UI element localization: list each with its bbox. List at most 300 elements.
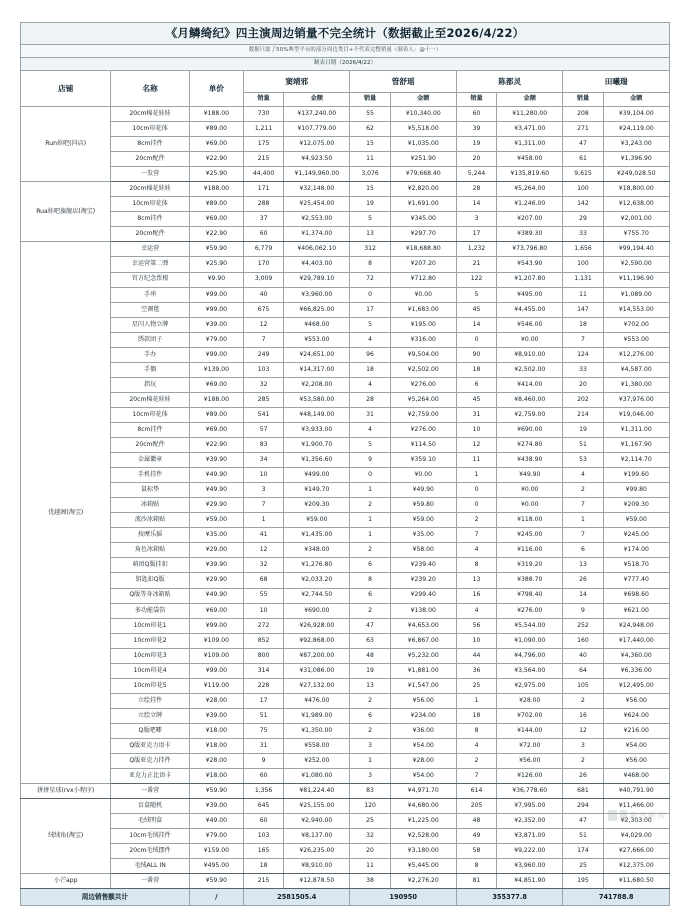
qty-cell: 83	[243, 438, 283, 453]
unit-price-cell: ¥89.00	[189, 197, 243, 212]
table-row	[21, 438, 670, 453]
table-row	[21, 588, 670, 603]
unit-price-cell: ¥495.00	[189, 859, 243, 874]
qty-cell: 12	[563, 723, 603, 738]
product-name-cell: 按摩乐摇	[111, 528, 189, 543]
qty-cell: 6,779	[243, 242, 283, 257]
qty-cell: 14	[563, 588, 603, 603]
amount-cell: ¥1,374.00	[284, 227, 350, 242]
amount-cell: ¥14,317.00	[284, 362, 350, 377]
amount-cell: ¥624.00	[603, 708, 669, 723]
amount-cell: ¥1,276.80	[284, 558, 350, 573]
table-row	[21, 754, 670, 769]
table-row	[21, 347, 670, 362]
qty-cell: 11	[563, 287, 603, 302]
qty-cell: 2	[350, 543, 390, 558]
header-price: 单价	[189, 71, 243, 107]
header-actor-3: 陈都灵	[456, 71, 562, 93]
qty-cell: 215	[243, 874, 283, 889]
store-name-cell: 优越阁(淘宝)	[21, 242, 111, 784]
product-name-cell: 多功能袋箔	[111, 603, 189, 618]
amount-cell: ¥476.00	[284, 693, 350, 708]
amount-cell: ¥59.00	[603, 513, 669, 528]
amount-cell: ¥2,759.00	[497, 407, 563, 422]
amount-cell: ¥8,137.00	[284, 829, 350, 844]
amount-cell: ¥1,900.70	[284, 438, 350, 453]
amount-cell: ¥12,375.00	[603, 859, 669, 874]
qty-cell: 3,076	[350, 167, 390, 182]
product-name-cell: 角色冰箱贴	[111, 543, 189, 558]
qty-cell: 2	[563, 483, 603, 498]
unit-price-cell: ¥109.00	[189, 633, 243, 648]
qty-cell: 205	[456, 799, 496, 814]
qty-cell: 4	[456, 603, 496, 618]
qty-cell: 5	[350, 317, 390, 332]
qty-cell: 5	[350, 438, 390, 453]
amount-cell: ¥702.00	[603, 317, 669, 332]
amount-cell: ¥12,495.00	[603, 678, 669, 693]
table-row	[21, 618, 670, 633]
amount-cell: ¥5,264.00	[497, 182, 563, 197]
amount-cell: ¥6,867.00	[390, 633, 456, 648]
unit-price-cell: ¥49.00	[189, 814, 243, 829]
amount-cell: ¥99.80	[603, 483, 669, 498]
product-name-cell: 一发营	[111, 167, 189, 182]
qty-cell: 13	[456, 573, 496, 588]
sheet-subtitle: 数据只取了50%典型平台的部分周边类目+不代表完整销量（制表人：@十一）	[21, 45, 670, 58]
product-name-cell: 8cm挂件	[111, 212, 189, 227]
header-row-primary	[21, 71, 670, 93]
qty-cell: 29	[563, 212, 603, 227]
table-row	[21, 558, 670, 573]
amount-cell: ¥207.00	[497, 212, 563, 227]
amount-cell: ¥1,356.60	[284, 453, 350, 468]
qty-cell: 215	[243, 152, 283, 167]
amount-cell: ¥149.70	[284, 483, 350, 498]
amount-cell: ¥245.00	[603, 528, 669, 543]
product-name-cell: 10cm印花3	[111, 648, 189, 663]
qty-cell: 19	[563, 422, 603, 437]
amount-cell: ¥249,028.50	[603, 167, 669, 182]
amount-cell: ¥8,910.00	[284, 859, 350, 874]
qty-cell: 100	[563, 182, 603, 197]
qty-cell: 33	[563, 227, 603, 242]
qty-cell: 18	[456, 708, 496, 723]
qty-cell: 105	[563, 678, 603, 693]
qty-cell: 214	[563, 407, 603, 422]
qty-cell: 17	[350, 302, 390, 317]
amount-cell: ¥114.50	[390, 438, 456, 453]
table-row	[21, 332, 670, 347]
qty-cell: 730	[243, 107, 283, 122]
unit-price-cell: ¥69.00	[189, 603, 243, 618]
qty-cell: 0	[350, 468, 390, 483]
amount-cell: ¥92,868.00	[284, 633, 350, 648]
amount-cell: ¥4,403.00	[284, 257, 350, 272]
qty-cell: 21	[456, 257, 496, 272]
qty-cell: 1,656	[563, 242, 603, 257]
qty-cell: 100	[563, 257, 603, 272]
product-name-cell: Q版亚克力挂件	[111, 754, 189, 769]
table-row	[21, 362, 670, 377]
amount-cell: ¥2,352.00	[497, 814, 563, 829]
amount-cell: ¥195.00	[390, 317, 456, 332]
qty-cell: 36	[456, 663, 496, 678]
qty-cell: 8	[456, 723, 496, 738]
qty-cell: 17	[243, 693, 283, 708]
qty-cell: 38	[350, 874, 390, 889]
qty-cell: 2	[563, 693, 603, 708]
amount-cell: ¥12,276.00	[603, 347, 669, 362]
amount-cell: ¥39,104.00	[603, 107, 669, 122]
product-name-cell: 官方纪念票根	[111, 272, 189, 287]
qty-cell: 45	[456, 302, 496, 317]
amount-cell: ¥1,080.00	[284, 769, 350, 784]
amount-cell: ¥468.00	[603, 769, 669, 784]
table-row	[21, 498, 670, 513]
qty-cell: 15	[350, 137, 390, 152]
amount-cell: ¥0.00	[497, 498, 563, 513]
amount-cell: ¥48,149.00	[284, 407, 350, 422]
qty-cell: 32	[350, 829, 390, 844]
qty-cell: 40	[563, 648, 603, 663]
amount-cell: ¥9,222.00	[497, 844, 563, 859]
table-row	[21, 859, 670, 874]
amount-cell: ¥2,208.00	[284, 377, 350, 392]
qty-cell: 252	[563, 618, 603, 633]
table-row	[21, 197, 670, 212]
unit-price-cell: ¥119.00	[189, 678, 243, 693]
qty-cell: 1	[350, 483, 390, 498]
qty-cell: 31	[243, 738, 283, 753]
unit-price-cell: ¥188.00	[189, 107, 243, 122]
unit-price-cell: ¥69.00	[189, 137, 243, 152]
amount-cell: ¥116.00	[497, 543, 563, 558]
qty-cell: 60	[243, 814, 283, 829]
table-row	[21, 799, 670, 814]
qty-cell: 26	[563, 573, 603, 588]
amount-cell: ¥438.90	[497, 453, 563, 468]
qty-cell: 202	[563, 392, 603, 407]
table-row	[21, 107, 670, 122]
amount-cell: ¥712.80	[390, 272, 456, 287]
qty-cell: 60	[243, 227, 283, 242]
qty-cell: 294	[563, 799, 603, 814]
product-name-cell: 鼠标垫	[111, 483, 189, 498]
amount-cell: ¥1,881.00	[390, 663, 456, 678]
product-name-cell: Q版亚克力语卡	[111, 738, 189, 753]
table-row	[21, 829, 670, 844]
amount-cell: ¥79,668.40	[390, 167, 456, 182]
unit-price-cell: ¥59.90	[189, 874, 243, 889]
amount-cell: ¥1,311.00	[603, 422, 669, 437]
header-qty-2: 销量	[350, 93, 390, 107]
amount-cell: ¥621.00	[603, 603, 669, 618]
unit-price-cell: ¥99.00	[189, 347, 243, 362]
amount-cell: ¥12,075.00	[284, 137, 350, 152]
sheet-title: 《月鳞绮纪》四主演周边销量不完全统计（数据截止至2026/4/22）	[21, 23, 670, 45]
product-name-cell: 手办	[111, 347, 189, 362]
qty-cell: 2	[350, 723, 390, 738]
amount-cell: ¥207.20	[390, 257, 456, 272]
unit-price-cell: ¥59.90	[189, 242, 243, 257]
amount-cell: ¥4,851.90	[497, 874, 563, 889]
product-name-cell: 一番营	[111, 784, 189, 799]
unit-price-cell: ¥28.00	[189, 693, 243, 708]
sales-statistics-table	[20, 22, 670, 906]
table-row	[21, 302, 670, 317]
unit-price-cell: ¥99.00	[189, 663, 243, 678]
table-row	[21, 844, 670, 859]
amount-cell: ¥32,148.00	[284, 182, 350, 197]
qty-cell: 26	[563, 769, 603, 784]
qty-cell: 1	[456, 468, 496, 483]
unit-price-cell: ¥39.00	[189, 317, 243, 332]
grand-total-row	[21, 889, 670, 906]
amount-cell: ¥3,960.00	[284, 287, 350, 302]
product-name-cell: 立绘挂件	[111, 693, 189, 708]
amount-cell: ¥468.00	[284, 317, 350, 332]
product-name-cell: 10cm印花体	[111, 197, 189, 212]
amount-cell: ¥3,960.00	[497, 859, 563, 874]
amount-cell: ¥49.90	[497, 468, 563, 483]
qty-cell: 6	[350, 708, 390, 723]
qty-cell: 51	[243, 708, 283, 723]
amount-cell: ¥239.20	[390, 573, 456, 588]
amount-cell: ¥345.00	[390, 212, 456, 227]
product-name-cell: 10cm印花5	[111, 678, 189, 693]
amount-cell: ¥0.00	[390, 468, 456, 483]
qty-cell: 852	[243, 633, 283, 648]
amount-cell: ¥73,796.80	[497, 242, 563, 257]
product-name-cell: 手偶	[111, 362, 189, 377]
table-row	[21, 453, 670, 468]
product-name-cell: 萌团Q版挂扣	[111, 558, 189, 573]
qty-cell: 56	[456, 618, 496, 633]
amount-cell: ¥5,544.00	[497, 618, 563, 633]
total-actor-2: 190950	[350, 889, 456, 906]
amount-cell: ¥558.00	[284, 738, 350, 753]
amount-cell: ¥2,001.00	[603, 212, 669, 227]
qty-cell: 4	[456, 738, 496, 753]
qty-cell: 165	[243, 844, 283, 859]
unit-price-cell: ¥29.90	[189, 573, 243, 588]
table-row	[21, 693, 670, 708]
amount-cell: ¥2,528.00	[390, 829, 456, 844]
unit-price-cell: ¥39.00	[189, 799, 243, 814]
qty-cell: 2	[350, 693, 390, 708]
header-qty-4: 销量	[563, 93, 603, 107]
amount-cell: ¥1,089.00	[603, 287, 669, 302]
amount-cell: ¥3,471.00	[497, 122, 563, 137]
amount-cell: ¥56.00	[603, 754, 669, 769]
amount-cell: ¥252.00	[284, 754, 350, 769]
unit-price-cell: ¥29.00	[189, 543, 243, 558]
qty-cell: 39	[456, 122, 496, 137]
qty-cell: 7	[456, 769, 496, 784]
amount-cell: ¥138.00	[390, 603, 456, 618]
amount-cell: ¥56.00	[603, 693, 669, 708]
amount-cell: ¥25,155.00	[284, 799, 350, 814]
amount-cell: ¥99,194.40	[603, 242, 669, 257]
qty-cell: 272	[243, 618, 283, 633]
qty-cell: 25	[456, 678, 496, 693]
table-row	[21, 317, 670, 332]
amount-cell: ¥12,638.00	[603, 197, 669, 212]
table-row	[21, 483, 670, 498]
qty-cell: 19	[350, 197, 390, 212]
qty-cell: 20	[456, 152, 496, 167]
unit-price-cell: ¥188.00	[189, 182, 243, 197]
qty-cell: 6	[563, 543, 603, 558]
qty-cell: 25	[350, 814, 390, 829]
unit-price-cell: ¥79.00	[189, 332, 243, 347]
qty-cell: 541	[243, 407, 283, 422]
table-row	[21, 543, 670, 558]
amount-cell: ¥27,666.00	[603, 844, 669, 859]
amount-cell: ¥209.30	[284, 498, 350, 513]
amount-cell: ¥2,975.00	[497, 678, 563, 693]
unit-price-cell: ¥28.00	[189, 754, 243, 769]
amount-cell: ¥690.00	[497, 422, 563, 437]
qty-cell: 7	[563, 498, 603, 513]
qty-cell: 170	[243, 257, 283, 272]
qty-cell: 2	[350, 498, 390, 513]
amount-cell: ¥7,995.00	[497, 799, 563, 814]
qty-cell: 7	[563, 332, 603, 347]
unit-price-cell: ¥29.90	[189, 498, 243, 513]
qty-cell: 28	[456, 182, 496, 197]
product-name-cell: 毛绒ALL IN	[111, 859, 189, 874]
amount-cell: ¥18,800.00	[603, 182, 669, 197]
amount-cell: ¥359.10	[390, 453, 456, 468]
amount-cell: ¥31,086.00	[284, 663, 350, 678]
amount-cell: ¥56.00	[390, 693, 456, 708]
product-name-cell: 立绘立牌	[111, 708, 189, 723]
amount-cell: ¥1,035.00	[390, 137, 456, 152]
qty-cell: 312	[350, 242, 390, 257]
sheet-date: 制表日期（2026/4/22）	[21, 58, 670, 71]
amount-cell: ¥414.00	[497, 377, 563, 392]
table-row	[21, 648, 670, 663]
amount-cell: ¥24,651.00	[284, 347, 350, 362]
unit-price-cell: ¥22.90	[189, 152, 243, 167]
amount-cell: ¥54.00	[390, 738, 456, 753]
unit-price-cell: ¥49.90	[189, 468, 243, 483]
qty-cell: 72	[350, 272, 390, 287]
qty-cell: 160	[563, 633, 603, 648]
amount-cell: ¥10,340.00	[390, 107, 456, 122]
amount-cell: ¥0.00	[497, 483, 563, 498]
unit-price-cell: ¥188.00	[189, 392, 243, 407]
table-row	[21, 182, 670, 197]
qty-cell: 14	[456, 197, 496, 212]
qty-cell: 288	[243, 197, 283, 212]
qty-cell: 47	[563, 137, 603, 152]
amount-cell: ¥11,280.00	[497, 107, 563, 122]
qty-cell: 2	[456, 754, 496, 769]
amount-cell: ¥2,820.00	[390, 182, 456, 197]
table-row	[21, 468, 670, 483]
product-name-cell: 星闪人物立牌	[111, 317, 189, 332]
amount-cell: ¥27,132.00	[284, 678, 350, 693]
amount-cell: ¥4,029.00	[603, 829, 669, 844]
amount-cell: ¥4,587.00	[603, 362, 669, 377]
qty-cell: 18	[350, 362, 390, 377]
qty-cell: 83	[350, 784, 390, 799]
product-name-cell: 空调毯	[111, 302, 189, 317]
qty-cell: 4	[456, 543, 496, 558]
header-store: 店铺	[21, 71, 111, 107]
amount-cell: ¥1,311.00	[497, 137, 563, 152]
sheet-title-row	[21, 23, 670, 45]
qty-cell: 7	[243, 332, 283, 347]
unit-price-cell: ¥89.00	[189, 407, 243, 422]
product-name-cell: 一番营	[111, 874, 189, 889]
product-name-cell: 10cm印花1	[111, 618, 189, 633]
qty-cell: 2	[563, 754, 603, 769]
qty-cell: 124	[563, 347, 603, 362]
qty-cell: 32	[243, 377, 283, 392]
unit-price-cell: ¥25.90	[189, 257, 243, 272]
product-name-cell: Q版等身冰箱贴	[111, 588, 189, 603]
product-name-cell: 亚克力正比语卡	[111, 769, 189, 784]
amount-cell: ¥3,180.00	[390, 844, 456, 859]
amount-cell: ¥1,683.00	[390, 302, 456, 317]
unit-price-cell: ¥39.90	[189, 558, 243, 573]
amount-cell: ¥406,062.10	[284, 242, 350, 257]
amount-cell: ¥458.00	[497, 152, 563, 167]
amount-cell: ¥1,435.00	[284, 528, 350, 543]
qty-cell: 51	[563, 829, 603, 844]
table-row	[21, 723, 670, 738]
amount-cell: ¥1,246.00	[497, 197, 563, 212]
qty-cell: 3	[563, 738, 603, 753]
amount-cell: ¥29,789.10	[284, 272, 350, 287]
qty-cell: 75	[243, 723, 283, 738]
amount-cell: ¥2,276.20	[390, 874, 456, 889]
qty-cell: 8	[350, 257, 390, 272]
amount-cell: ¥3,933.00	[284, 422, 350, 437]
amount-cell: ¥553.00	[284, 332, 350, 347]
unit-price-cell: ¥25.90	[189, 167, 243, 182]
table-row	[21, 242, 670, 257]
table-row	[21, 212, 670, 227]
amount-cell: ¥388.70	[497, 573, 563, 588]
qty-cell: 40	[243, 287, 283, 302]
table-row	[21, 769, 670, 784]
total-label: 周边销售额共计	[21, 889, 190, 906]
qty-cell: 228	[243, 678, 283, 693]
qty-cell: 1,211	[243, 122, 283, 137]
unit-price-cell: ¥109.00	[189, 648, 243, 663]
product-name-cell: 10cm印花2	[111, 633, 189, 648]
amount-cell: ¥553.00	[603, 332, 669, 347]
amount-cell: ¥546.00	[497, 317, 563, 332]
amount-cell: ¥19,046.00	[603, 407, 669, 422]
amount-cell: ¥9,504.00	[390, 347, 456, 362]
product-name-cell: 金属徽章	[111, 453, 189, 468]
qty-cell: 4	[350, 332, 390, 347]
product-name-cell: 20cm棉花娃娃	[111, 107, 189, 122]
amount-cell: ¥28.00	[390, 754, 456, 769]
qty-cell: 41	[243, 528, 283, 543]
product-name-cell: 手机挂件	[111, 468, 189, 483]
qty-cell: 9	[350, 453, 390, 468]
unit-price-cell: ¥89.00	[189, 122, 243, 137]
amount-cell: ¥87,200.00	[284, 648, 350, 663]
qty-cell: 33	[563, 362, 603, 377]
